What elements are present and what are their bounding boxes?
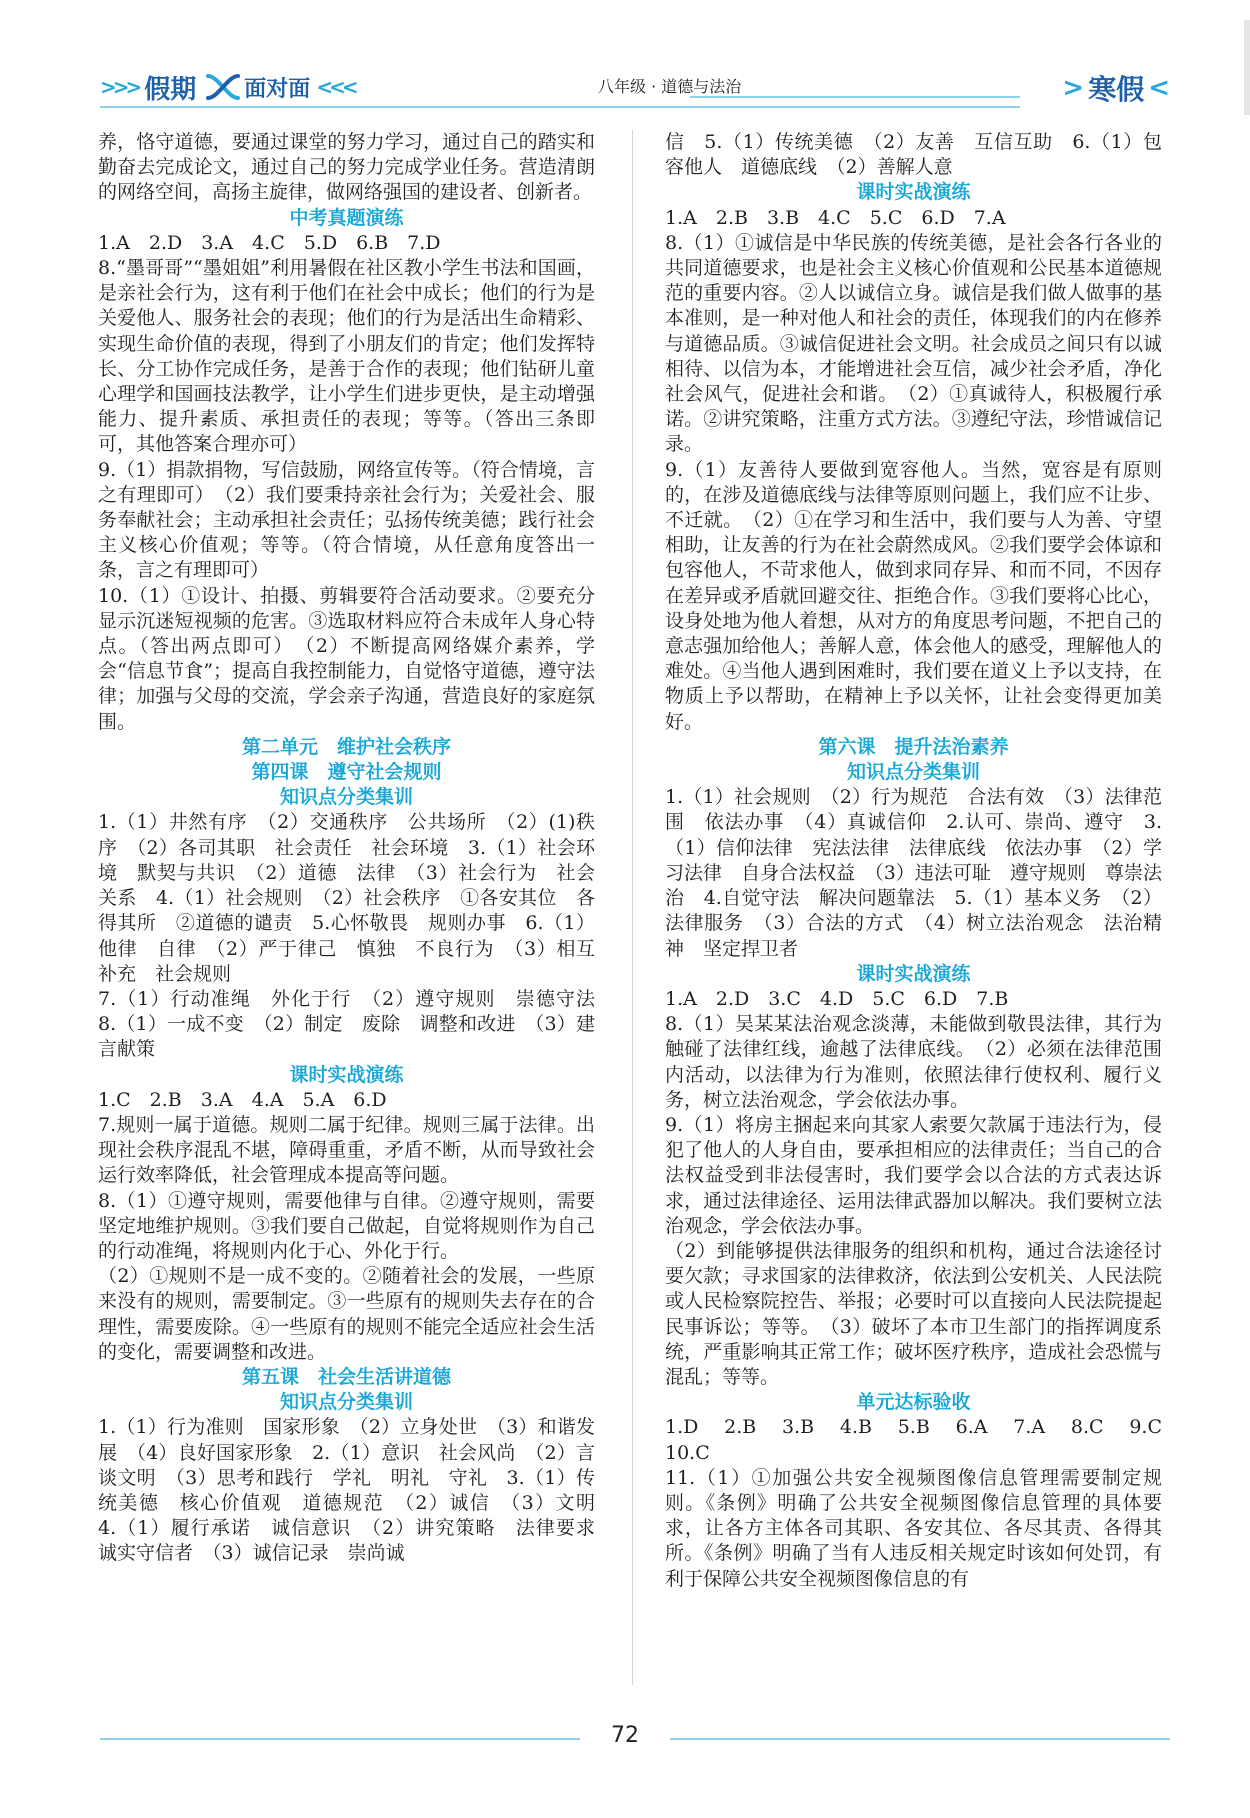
section-heading: 第四课 遵守社会规则 [251, 761, 442, 784]
answer-paragraph: 1.A 2.D 3.C 4.D 5.C 6.D 7.B [665, 987, 1009, 1010]
answer-paragraph: 1.C 2.B 3.A 4.A 5.A 6.D [98, 1088, 387, 1111]
chevron-right-icon: >>> [100, 75, 139, 99]
page-footer [0, 1720, 1250, 1760]
page-header [100, 66, 1170, 112]
answer-paragraph: （2）①规则不是一成不变的。②随着社会的发展，一些原来没有的规则，需要制定。③一些原有的规则失去存在的合理性，需要废除。④一些原有的规则不能完全适应社会生活的变化，需要调整和改进。 [98, 1265, 595, 1363]
section-heading: 第六课 提升法治素养 [818, 735, 1009, 758]
section-heading: 知识点分类集训 [279, 786, 413, 809]
answer-paragraph: 9.（1）友善待人要做到宽容他人。当然，宽容是有原则的，在涉及道德底线与法律等原则问题上，我们应不让步、不迁就。 （2）①在学习和生活中，我们要与人为善、守望相助，让友善的行为在社会蔚然成风。②我们要学会体谅和包容他人，不苛求他人，做到求同存异、和而不同，不因存在差异或矛盾就回避交往、拒绝合作。③我们要将心比心，设身处地为他人着想，从对方的角度思考问题，不把自己的意志强加给他人；善解人意，体会他人的感受，理解他人的难处。④当他人遇到困难时，我们要在道义上予以支持，在物质上予以帮助，在精神上予以关怀，让社会变得更加美好。 [665, 458, 1162, 733]
footer-line-right [670, 1738, 1170, 1740]
logo-hanjia [1062, 68, 1170, 108]
answer-paragraph: 1.A 2.B 3.B 4.C 5.C 6.D 7.A [665, 206, 1006, 229]
answer-column-right [665, 130, 1182, 1592]
answer-paragraph: 8.（1）吴某某法治观念淡薄，未能做到敬畏法律，其行为触碰了法律红线，逾越了法律底线。 （2）必须在法律范围内活动，以法律为行为准则，依照法律行使权利、履行义务，树立法治观念，学会依法办事。 [665, 1013, 1162, 1111]
header-divider-upper [690, 96, 1020, 98]
header-divider [100, 106, 1020, 108]
section-heading: 第五课 社会生活讲道德 [241, 1365, 451, 1388]
answer-paragraph: 8.（1）①诚信是中华民族的传统美德，是社会各行各业的共同道德要求，也是社会主义核心价值观和公民基本道德规范的重要内容。②人以诚信立身。诚信是我们做人做事的基本准则，是一种对他人和社会的责任，体现我们的内在修养与道德品质。③诚信促进社会文明。社会成员之间只有以诚相待、以信为本，才能增进社会互信，减少社会矛盾，净化社会风气，促进社会和谐。 （2）①真诚待人，积极履行承诺。②讲究策略，注重方式方法。③遵纪守法，珍惜诚信记录。 [665, 231, 1162, 456]
answer-paragraph: 10.（1）①设计、拍摄、剪辑要符合活动要求。②要充分显示沉迷短视频的危害。③选取材料应符合未成年人身心特点。（答出两点即可） （2）不断提高网络媒介素养，学会“信息节食”；提高自我控制能力，自觉恪守道德，遵守法律；加强与父母的交流，学会亲子沟通，营造良好的家庭氛围。 [98, 584, 595, 733]
answer-paragraph: 9.（1）将房主捆起来向其家人索要欠款属于违法行为，侵犯了他人的人身自由，要承担相应的法律责任；当自己的合法权益受到非法侵害时，我们要学会以合法的方式表达诉求，通过法律途径、运用法律武器加以解决。我们要树立法治观念，学会依法办事。 [665, 1113, 1162, 1237]
section-heading: 中考真题演练 [289, 206, 404, 229]
answer-paragraph: 7.规则一属于道德。规则二属于纪律。规则三属于法律。出现社会秩序混乱不堪，障碍重重，矛盾不断，从而导致社会运行效率降低，社会管理成本提高等问题。 [98, 1113, 595, 1187]
logo-swirl-icon [204, 72, 242, 102]
answer-paragraph: 8.“墨哥哥”“墨姐姐”利用暑假在社区教小学生书法和国画，是亲社会行为，这有利于他们在社会中成长；他们的行为是关爱他人、服务社会的表现；他们的行为是活出生命精彩、实现生命价值的表现，得到了小朋友们的肯定；他们发挥特长、分工协作完成任务，是善于合作的表现；他们钻研儿童心理学和国画技法教学，让小学生们进步更快，是主动增强能力、提升素质、承担责任的表现；等等。（答出三条即可，其他答案合理亦可） [98, 257, 595, 456]
section-heading: 单元达标验收 [856, 1391, 971, 1414]
answer-column-left [98, 130, 615, 1567]
answer-paragraph: 11.（1）①加强公共安全视频图像信息管理需要制定规则。《条例》明确了公共安全视频图像信息管理的具体要求，让各方主体各司其职、各安其位、各尽其责、各得其所。《条例》明确了当有人违反相关规定时该如何处罚，有利于保障公共安全视频图像信息的有 [665, 1466, 1162, 1590]
section-heading: 课时实战演练 [289, 1063, 404, 1086]
grade-subject-label: 八年级 · 道德与法治 [598, 77, 742, 96]
section-heading: 知识点分类集训 [279, 1391, 413, 1414]
answer-paragraph: 7.（1）行动准绳 外化于行 （2）遵守规则 崇德守法 8.（1）一成不变 （2）制定 废除 调整和改进 （3）建言献策 [98, 987, 615, 1061]
answer-paragraph: 养，恪守道德，要通过课堂的努力学习，通过自己的踏实和勤奋去完成论文，通过自己的努力完成学业任务。营造清朗的网络空间，高扬主旋律，做网络强国的建设者、创新者。 [98, 131, 595, 204]
page-number: 72 [611, 1723, 639, 1748]
answer-paragraph: 9.（1）捐款捐物，写信鼓励，网络宣传等。（符合情境，言之有理即可） （2）我们要秉持亲社会行为；关爱社会、服务奉献社会；主动承担社会责任；弘扬传统美德；践行社会主义核心价值观；等等。（符合情境，从任意角度答出一条，言之有理即可） [98, 458, 595, 582]
answer-paragraph: 1.（1）井然有序 （2）交通秩序 公共场所 （2）(1)秩序 （2）各司其职 社会责任 社会环境 3.（1）社会环境 默契与共识 （2）道德 法律 （3）社会行为 社会关系 4.（1）社会规则 （2）社会秩序 ①各安其位 各得其所 ②道德的谴责 5.心怀敬畏 规则办事 6.（1）他律 自律 （2）严于律己 慎独 不良行为 （3）相互补充 社会规则 [98, 811, 595, 985]
arrow-left-icon: < [1148, 73, 1170, 103]
answer-paragraph: 信 5.（1）传统美德 （2）友善 互信互助 6.（1）包容他人 道德底线 （2）善解人意 [665, 131, 1162, 179]
answer-paragraph: 1.（1）社会规则 （2）行为规范 合法有效 （3）法律范围 依法办事 （4）真诚信仰 2.认可、崇尚、遵守 3.（1）信仰法律 宪法法律 法律底线 依法办事 （2）学习法律 自身合法权益 （3）违法可耻 遵守规则 尊崇法治 4.自觉守法 解决问题靠法 5.（1）基本义务 （2）法律服务 （3）合法的方式 （4）树立法治观念 法治精神 坚定捍卫者 [665, 786, 1162, 960]
chevron-left-icon: <<< [316, 75, 355, 99]
page-edge-mark [1244, 20, 1250, 115]
logo-text-hanjia: 寒假 [1088, 73, 1145, 106]
logo-text-mianduimian: 面对面 [244, 76, 311, 102]
column-divider [632, 130, 633, 1685]
answer-paragraph: （2）到能够提供法律服务的组织和机构，通过合法途径讨要欠款；寻求国家的法律救济，依法到公安机关、人民法院或人民检察院控告、举报；必要时可以直接向人民法院提起民事诉讼；等等。 （3）破坏了本市卫生部门的指挥调度系统，严重影响其正常工作；破坏医疗秩序，造成社会恐慌与混乱；等等。 [665, 1239, 1162, 1388]
footer-line-left [100, 1738, 580, 1740]
logo-text-jiaqi: 假期 [144, 74, 197, 105]
section-heading: 课时实战演练 [856, 962, 971, 985]
logo-jiaqi-mianduimian [100, 70, 355, 104]
section-heading: 课时实战演练 [856, 181, 971, 204]
answer-paragraph: 1.D 2.B 3.B 4.B 5.B 6.A 7.A 8.C 9.C 10.C [665, 1416, 1182, 1464]
section-heading: 知识点分类集训 [846, 761, 980, 784]
answer-paragraph: 1.（1）行为准则 国家形象 （2）立身处世 （3）和谐发展 （4）良好国家形象 2.（1）意识 社会风尚 （2）言谈文明 （3）思考和践行 学礼 明礼 守礼 3.（1）传统美德 核心价值观 道德规范 （2）诚信 （3）文明 4.（1）履行承诺 诚信意识 （2）讲究策略 法律要求 诚实守信者 （3）诚信记录 崇尚诚 [98, 1416, 615, 1565]
answer-paragraph: 8.（1）①遵守规则，需要他律与自律。②遵守规则，需要坚定地维护规则。③我们要自己做起，自觉将规则作为自己的行动准绳，将规则内化于心、外化于行。 [98, 1189, 595, 1262]
answer-paragraph: 1.A 2.D 3.A 4.C 5.D 6.B 7.D [98, 231, 441, 254]
section-heading: 第二单元 维护社会秩序 [241, 735, 451, 758]
arrow-right-icon: > [1062, 73, 1085, 103]
